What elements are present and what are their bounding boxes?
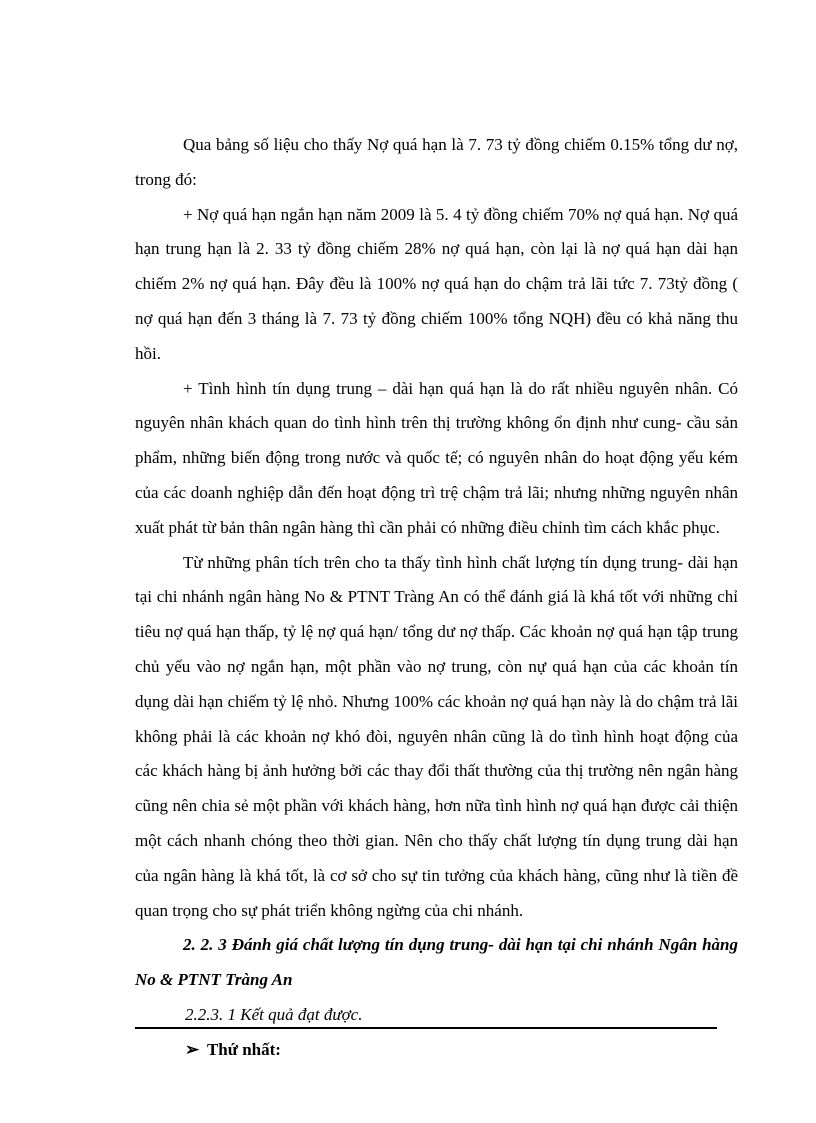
paragraph-overdue-summary: Qua bảng số liệu cho thấy Nợ quá hạn là 7. 73 tỷ đồng chiếm 0.15% tổng dư nợ, trong đó:: [135, 135, 738, 189]
subsection-heading: 2.2.3. 1 Kết quả đạt được.: [185, 1004, 363, 1024]
paragraph-quality-assessment: Từ những phân tích trên cho ta thấy tình hình chất lượng tín dụng trung- dài hạn tại chi nhánh ngân hàng No & PTNT Tràng An có thể đánh giá là khá tốt với những chỉ tiêu nợ quá hạn thấp, tỷ lệ nợ quá hạn/ tổng dư nợ thấp. Các khoản nợ quá hạn tập trung chủ yếu vào nợ ngắn hạn, một phần vào nợ trung, còn nự quá hạn của các khoản tín dụng dài hạn chiếm tỷ lệ nhỏ. Nhưng 100% các khoản nợ quá hạn này là do chậm trả lãi không phải là các khoản nợ khó đòi, nguyên nhân cũng là do tình hình hoạt động của các khách hàng bị ảnh hưởng bởi các thay đổi thất thường của thị trường nên ngân hàng cũng nên chia sẻ một phần với khách hàng, hơn nữa tình hình nợ quá hạn được cải thiện một cách nhanh chóng theo thời gian. Nên cho thấy chất lượng tín dụng trung dài hạn của ngân hàng là khá tốt, là cơ sở cho sự tin tưởng của khách hàng, cũng như là tiền đề quan trọng cho sự phát triển không ngừng của chi nhánh.: [135, 552, 738, 920]
bullet-text: Thứ nhất:: [206, 1039, 281, 1059]
paragraph-overdue-causes: + Tình hình tín dụng trung – dài hạn quá hạn là do rất nhiều nguyên nhân. Có nguyên nhân khách quan do tình hình trên thị trường không ổn định như cung- cầu sản phẩm, những biến động trong nước và quốc tế; có nguyên nhân do hoạt động yếu kém của các doanh nghiệp dẫn đến hoạt động trì trệ chậm trả lãi; nhưng những nguyên nhân xuất phát từ bản thân ngân hàng thì cần phải có những điều chỉnh tìm cách khắc phục.: [135, 378, 738, 537]
arrow-bullet-icon: ➢: [185, 1039, 200, 1059]
section-heading: 2. 2. 3 Đánh giá chất lượng tín dụng trung- dài hạn tại chi nhánh Ngân hàng No & PTNT Tràng An: [135, 935, 738, 990]
bullet-item: [135, 1033, 738, 1068]
document-body: [135, 128, 738, 1068]
paragraph-short-term-overdue: + Nợ quá hạn ngắn hạn năm 2009 là 5. 4 tỷ đồng chiếm 70% nợ quá hạn. Nợ quá hạn trung hạn là 2. 33 tỷ đồng chiếm 28% nợ quá hạn, còn lại là nợ quá hạn dài hạn chiếm 2% nợ quá hạn. Đây đều là 100% nợ quá hạn do chậm trả lãi tức 7. 73tỷ đồng ( nợ quá hạn đến 3 tháng là 7. 73 tỷ đồng chiếm 100% tổng NQH) đều có khả năng thu hồi.: [135, 204, 738, 363]
footer-divider: [135, 1027, 717, 1029]
